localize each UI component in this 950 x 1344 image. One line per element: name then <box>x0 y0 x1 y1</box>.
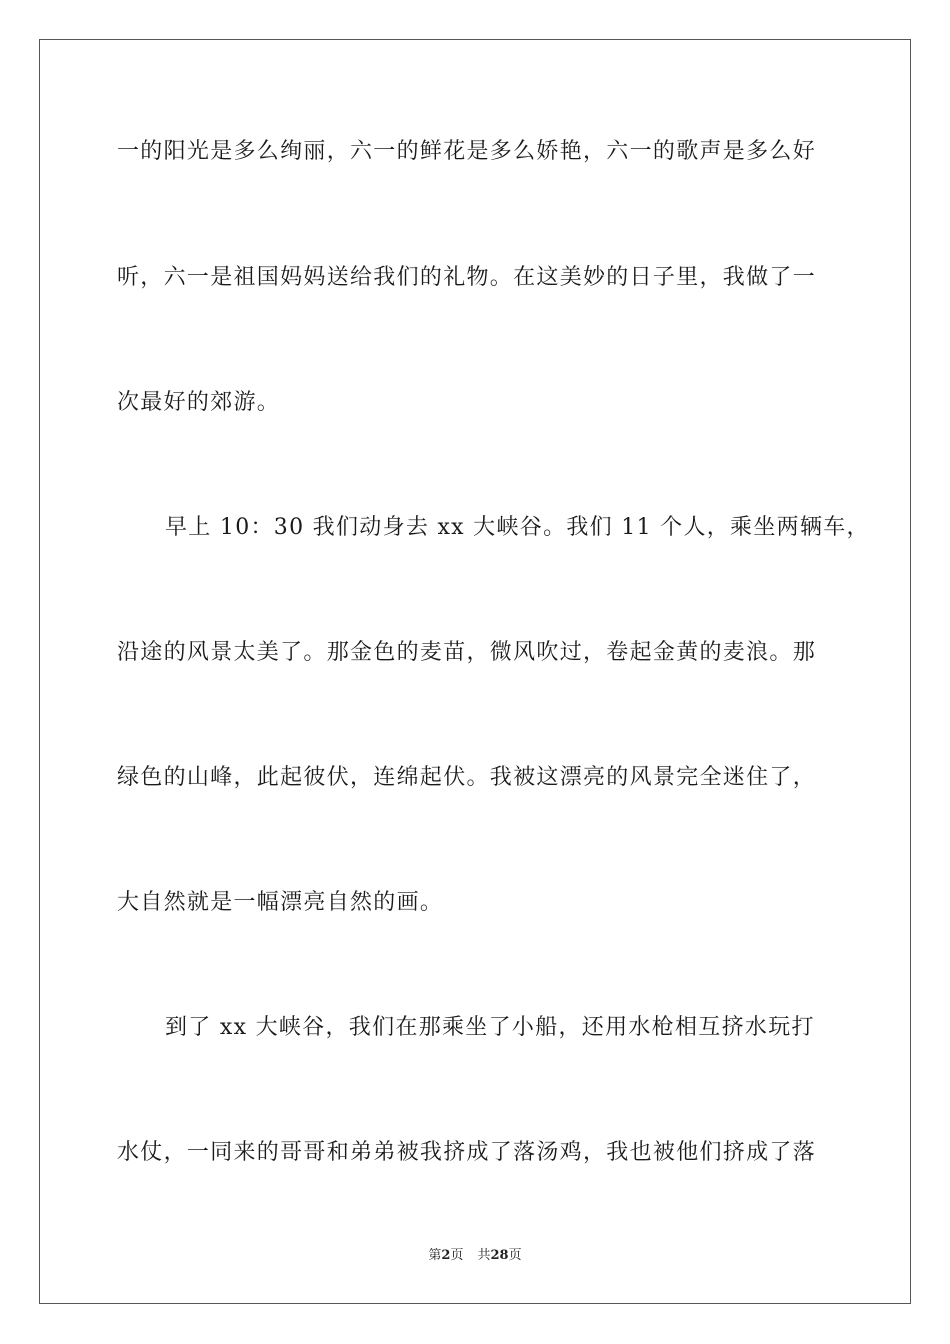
total-pages: 28 <box>490 1248 509 1263</box>
page-prefix: 第 <box>428 1248 442 1263</box>
page-border <box>39 39 911 1304</box>
text-line: 沿途的风景太美了。那金色的麦苗，微风吹过，卷起金黄的麦浪。那 <box>117 640 817 665</box>
page-suffix: 页 <box>450 1248 464 1263</box>
text-line: 绿色的山峰，此起彼伏，连绵起伏。我被这漂亮的风景完全迷住了， <box>117 765 817 790</box>
text-line: 一的阳光是多么绚丽，六一的鲜花是多么娇艳，六一的歌声是多么好 <box>117 139 817 164</box>
page-footer <box>0 1247 950 1265</box>
total-suffix: 页 <box>508 1248 522 1263</box>
text-line: 早上 10：30 我们动身去 xx 大峡谷。我们 11 个人，乘坐两辆车， <box>165 515 870 540</box>
text-line: 水仗，一同来的哥哥和弟弟被我挤成了落汤鸡，我也被他们挤成了落 <box>117 1140 817 1165</box>
text-line: 到了 xx 大峡谷，我们在那乘坐了小船，还用水枪相互挤水玩打 <box>165 1015 815 1040</box>
total-prefix: 共 <box>477 1248 491 1263</box>
text-line: 听，六一是祖国妈妈送给我们的礼物。在这美妙的日子里，我做了一 <box>117 265 817 290</box>
page-number: 2 <box>441 1248 451 1263</box>
text-line: 大自然就是一幅漂亮自然的画。 <box>117 890 444 915</box>
text-line: 次最好的郊游。 <box>117 390 281 415</box>
